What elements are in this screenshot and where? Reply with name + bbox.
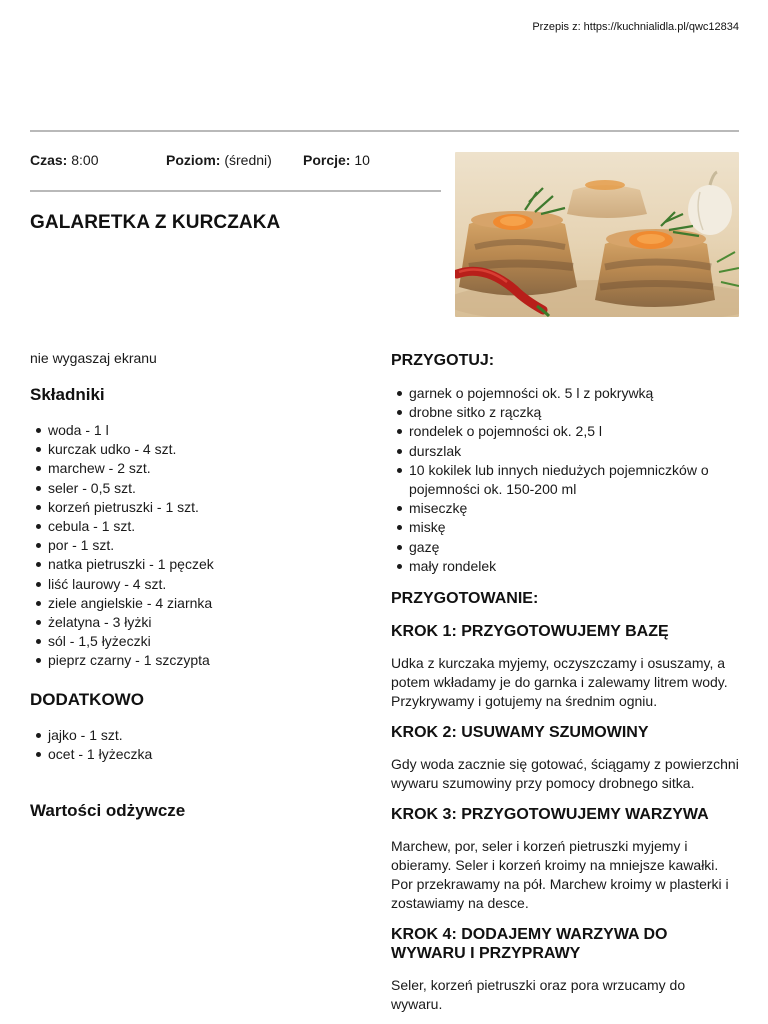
list-item: miskę: [391, 518, 739, 537]
level-label: Poziom:: [166, 152, 221, 168]
header-divider: [30, 130, 739, 132]
list-item: korzeń pietruszki - 1 szt.: [30, 498, 370, 517]
list-item: sól - 1,5 łyżeczki: [30, 632, 370, 651]
step-1-text: Udka z kurczaka myjemy, oczyszczamy i osuszamy, a potem wkładamy je do garnka i zalewamy litrem wody. Przykrywamy i gotujemy na średnim ogniu.: [391, 655, 728, 710]
servings-label: Porcje:: [303, 152, 351, 168]
list-item: ocet - 1 łyżeczka: [30, 745, 370, 764]
list-item: cebula - 1 szt.: [30, 517, 370, 536]
level-value: (średni): [224, 152, 272, 168]
list-item: natka pietruszki - 1 pęczek: [30, 555, 370, 574]
list-item: drobne sitko z rączką: [391, 403, 739, 422]
extra-title: DODATKOWO: [30, 689, 144, 709]
list-item: żelatyna - 3 łyżki: [30, 613, 370, 632]
meta-level: [166, 152, 272, 168]
source-url: Przepis z: https://kuchnialidla.pl/qwc12834: [532, 21, 739, 33]
ingredients-list: [30, 421, 370, 671]
preparation-title: PRZYGOTOWANIE:: [391, 590, 539, 608]
right-column: [391, 352, 739, 1014]
step-1-title: KROK 1: PRZYGOTOWUJEMY BAZĘ: [391, 623, 669, 641]
prepare-title: PRZYGOTUJ:: [391, 352, 495, 369]
list-item: kurczak udko - 4 szt.: [30, 440, 370, 459]
screen-note: nie wygaszaj ekranu: [30, 350, 157, 366]
list-item: ziele angielskie - 4 ziarnka: [30, 594, 370, 613]
recipe-title: GALARETKA Z KURCZAKA: [30, 212, 281, 233]
meta-time: [30, 152, 99, 168]
list-item: woda - 1 l: [30, 421, 370, 440]
step-2-title: KROK 2: USUWAMY SZUMOWINY: [391, 724, 649, 742]
list-item: pieprz czarny - 1 szczypta: [30, 651, 370, 670]
list-item: garnek o pojemności ok. 5 l z pokrywką: [391, 384, 739, 403]
step-2-text: Gdy woda zacznie się gotować, ściągamy z powierzchni wywaru szumowiny przy pomocy drobnego sitka.: [391, 756, 739, 792]
meta-divider: [30, 190, 441, 192]
extra-list: [30, 726, 370, 764]
meta-servings: [303, 152, 370, 168]
equipment-list: [391, 384, 739, 576]
list-item: rondelek o pojemności ok. 2,5 l: [391, 422, 739, 441]
ingredients-title: Składniki: [30, 385, 105, 404]
list-item: miseczkę: [391, 499, 739, 518]
list-item: durszlak: [391, 442, 739, 461]
list-item: liść laurowy - 4 szt.: [30, 575, 370, 594]
chicken-aspic-photo: [455, 152, 739, 317]
list-item: por - 1 szt.: [30, 536, 370, 555]
list-item: gazę: [391, 538, 739, 557]
step-4-title: KROK 4: DODAJEMY WARZYWA DO WYWARU I PRZYPRAWY: [391, 926, 668, 963]
list-item: mały rondelek: [391, 557, 739, 576]
list-item: jajko - 1 szt.: [30, 726, 370, 745]
time-label: Czas:: [30, 152, 68, 168]
list-item: seler - 0,5 szt.: [30, 479, 370, 498]
left-column: [30, 350, 370, 821]
step-3-text: Marchew, por, seler i korzeń pietruszki myjemy i obieramy. Seler i korzeń kroimy na mniejsze kawałki. Por przekrawamy na pół. Marchew kroimy w plasterki i zostawiamy na desce.: [391, 838, 729, 912]
step-3-title: KROK 3: PRZYGOTOWUJEMY WARZYWA: [391, 806, 709, 824]
nutrition-title: Wartości odżywcze: [30, 801, 186, 821]
step-4-text: Seler, korzeń pietruszki oraz pora wrzucamy do wywaru.: [391, 977, 686, 1013]
time-value: 8:00: [71, 152, 99, 168]
list-item: marchew - 2 szt.: [30, 459, 370, 478]
list-item: 10 kokilek lub innych niedużych pojemniczków o pojemności ok. 150-200 ml: [391, 461, 739, 499]
servings-value: 10: [354, 152, 370, 168]
